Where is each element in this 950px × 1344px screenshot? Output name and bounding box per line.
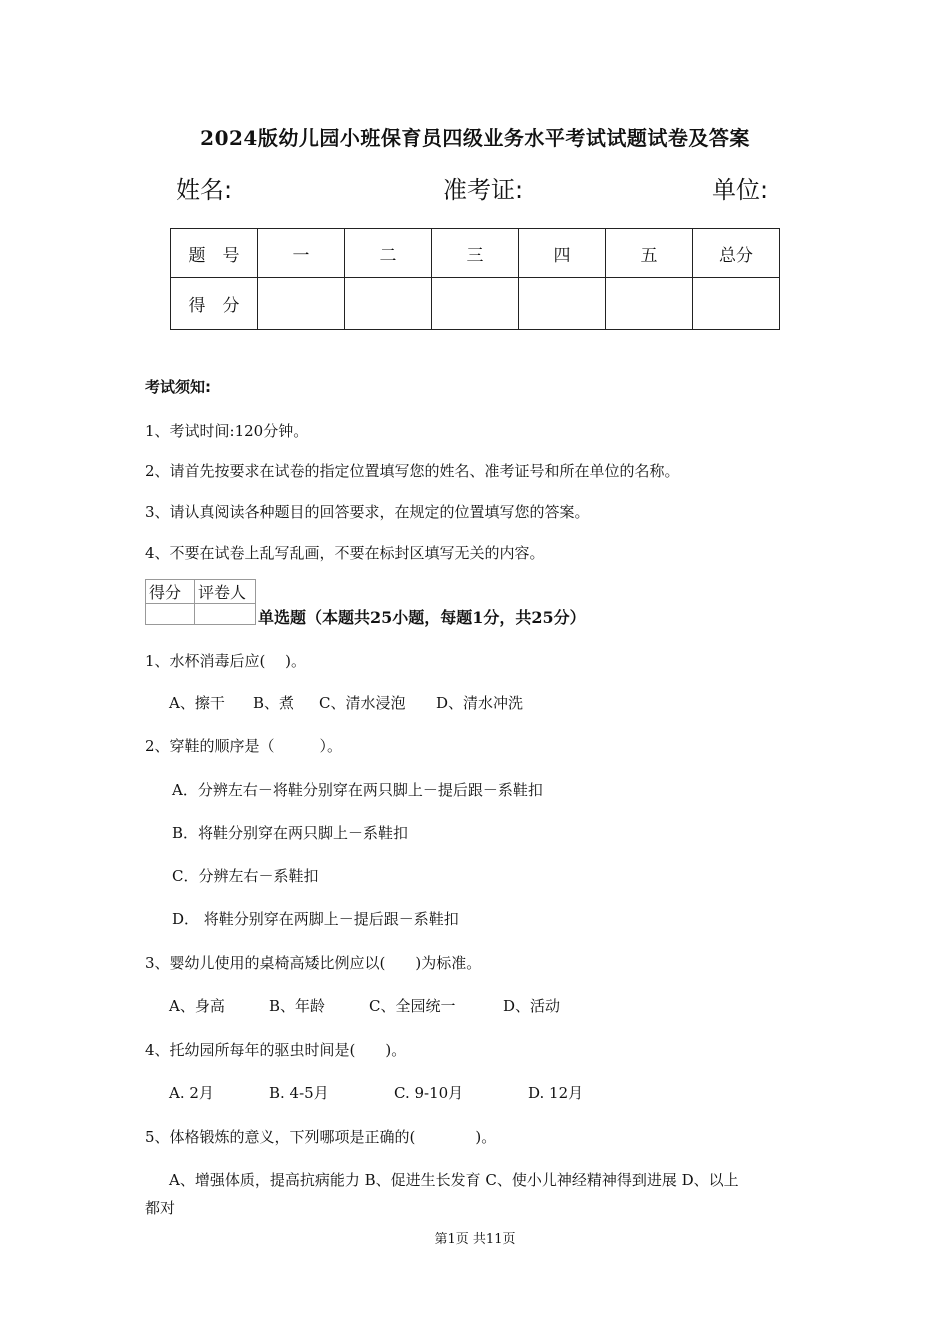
score-input-cell[interactable] xyxy=(345,278,432,330)
notice-item: 1、考试时间:120分钟。 xyxy=(145,422,309,440)
notice-item: 3、请认真阅读各种题目的回答要求，在规定的位置填写您的答案。 xyxy=(145,503,590,521)
notice-heading: 考试须知: xyxy=(145,378,211,396)
unit-label: 单位: xyxy=(712,176,769,204)
question-text: 5、体格锻炼的意义，下列哪项是正确的( )。 xyxy=(145,1128,497,1146)
section-title: 单选题（本题共25小题，每题1分，共25分） xyxy=(258,608,586,627)
grader-score-cell[interactable] xyxy=(146,604,195,625)
question-option: B、煮 xyxy=(253,694,295,712)
grader-box xyxy=(145,579,256,625)
score-input-cell[interactable] xyxy=(606,278,693,330)
score-table xyxy=(170,228,780,330)
score-table-cell: 四 xyxy=(519,229,606,278)
score-input-cell[interactable] xyxy=(693,278,780,330)
score-input-cell[interactable] xyxy=(519,278,606,330)
question-option: D. 12月 xyxy=(528,1084,584,1102)
question-text: 4、托幼园所每年的驱虫时间是( )。 xyxy=(145,1041,407,1059)
page-footer: 第1页 共11页 xyxy=(434,1232,516,1247)
question-option: B. 4-5月 xyxy=(269,1084,329,1102)
score-table-cell: 三 xyxy=(432,229,519,278)
question-option: A、身高 xyxy=(169,997,225,1015)
score-input-cell[interactable] xyxy=(432,278,519,330)
notice-item: 4、不要在试卷上乱写乱画，不要在标封区填写无关的内容。 xyxy=(145,544,545,562)
question-text: 2、穿鞋的顺序是（ ）。 xyxy=(145,737,343,755)
question-option: D、活动 xyxy=(503,997,561,1015)
question-option: B．将鞋分别穿在两只脚上－系鞋扣 xyxy=(172,824,409,842)
grader-name-cell[interactable] xyxy=(195,604,256,625)
score-table-cell: 题 号 xyxy=(171,229,258,278)
score-table-cell: 总分 xyxy=(693,229,780,278)
grader-name-label: 评卷人 xyxy=(195,580,256,604)
question-option: 都对 xyxy=(145,1199,176,1217)
question-option: A. 2月 xyxy=(169,1084,214,1102)
page-title: 2024版幼儿园小班保育员四级业务水平考试试题试卷及答案 xyxy=(200,126,750,150)
question-option: A．分辨左右－将鞋分别穿在两只脚上－提后跟－系鞋扣 xyxy=(172,781,543,799)
exam-id-label: 准考证: xyxy=(443,176,524,204)
question-option: B、年龄 xyxy=(269,997,326,1015)
score-table-cell: 一 xyxy=(258,229,345,278)
question-text: 1、水杯消毒后应( )。 xyxy=(145,652,307,670)
question-option: C、全园统一 xyxy=(369,997,456,1015)
score-table-cell: 五 xyxy=(606,229,693,278)
question-option: C．分辨左右－系鞋扣 xyxy=(172,867,319,885)
question-option: A、擦干 xyxy=(169,694,225,712)
question-option: C、清水浸泡 xyxy=(319,694,406,712)
question-option: D、清水冲洗 xyxy=(436,694,524,712)
score-table-cell: 得 分 xyxy=(171,278,258,330)
score-input-cell[interactable] xyxy=(258,278,345,330)
question-text: 3、婴幼儿使用的桌椅高矮比例应以( )为标准。 xyxy=(145,954,482,972)
grader-score-label: 得分 xyxy=(146,580,195,604)
question-option: A、增强体质，提高抗病能力 B、促进生长发育 C、使小儿神经精神得到进展 D、以上 xyxy=(169,1171,739,1189)
score-table-header-row xyxy=(171,229,780,278)
question-option: C. 9-10月 xyxy=(394,1084,464,1102)
question-option: D． 将鞋分别穿在两脚上－提后跟－系鞋扣 xyxy=(172,910,459,928)
score-table-cell: 二 xyxy=(345,229,432,278)
notice-item: 2、请首先按要求在试卷的指定位置填写您的姓名、准考证号和所在单位的名称。 xyxy=(145,462,680,480)
score-table-score-row xyxy=(171,278,780,330)
name-label: 姓名: xyxy=(176,176,233,204)
